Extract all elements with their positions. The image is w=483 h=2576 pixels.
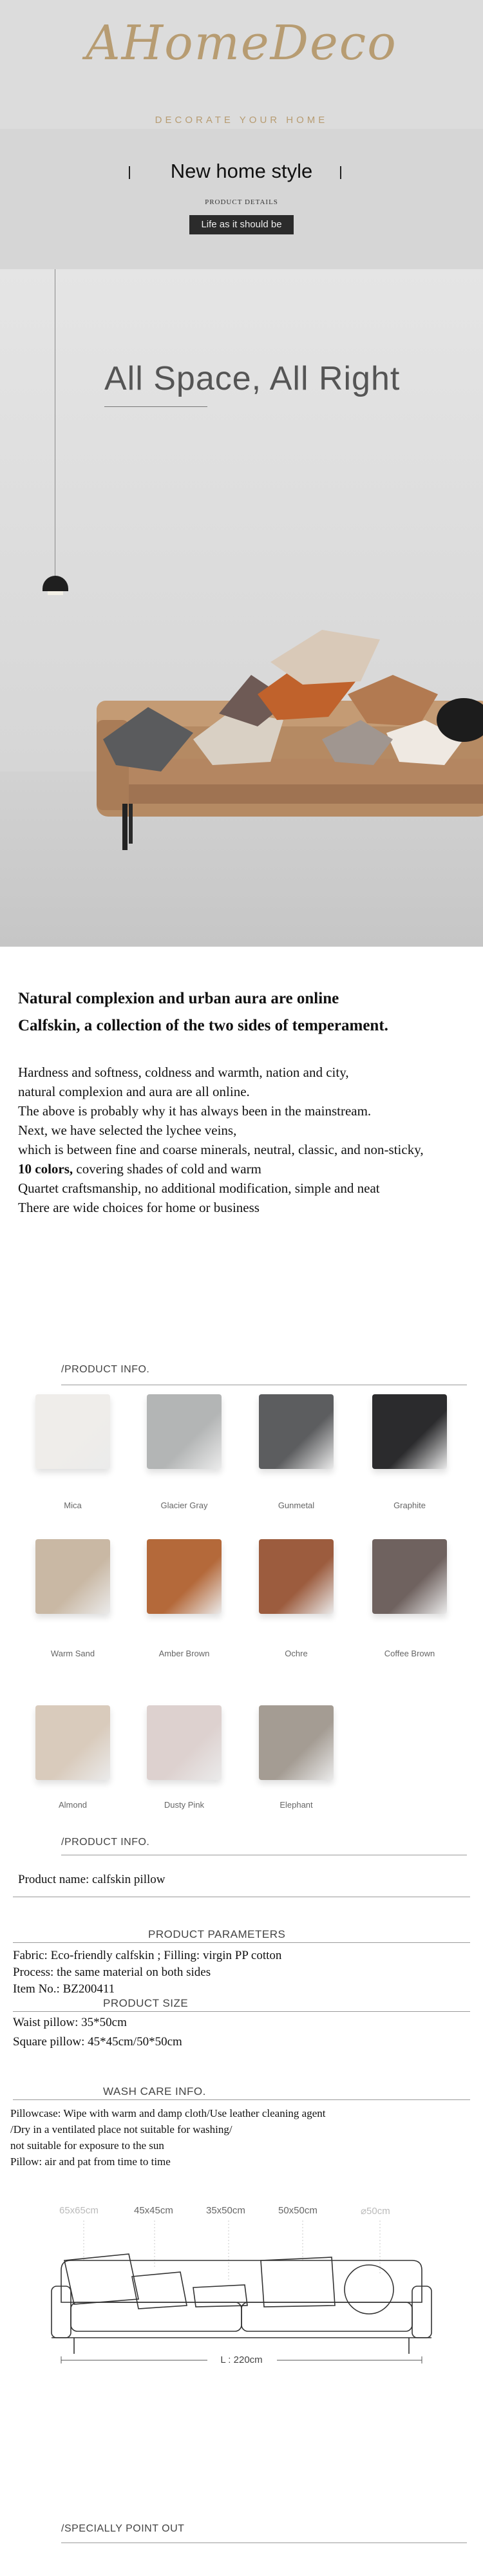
color-swatch-warm-sand[interactable] (35, 1539, 110, 1614)
life-badge: Life as it should be (189, 215, 294, 234)
leather-sofa-illustration (0, 527, 483, 862)
color-name: Glacier Gray (160, 1501, 208, 1510)
sofa-size-diagram (0, 2215, 483, 2363)
color-name: Amber Brown (158, 1649, 210, 1658)
color-name: Warm Sand (50, 1649, 95, 1658)
description-line: Quartet craftsmanship, no additional modification, simple and neat (18, 1180, 380, 1196)
fabric-spec: Fabric: Eco-friendly calfskin ; Filling: virgin PP cotton (13, 1949, 282, 1962)
description-line: natural complexion and aura are all online. (18, 1084, 250, 1099)
description-line: Hardness and softness, coldness and warmth, nation and city, (18, 1065, 349, 1080)
section-title-product-info: /PRODUCT INFO. (61, 1364, 150, 1375)
color-name: Coffee Brown (384, 1649, 435, 1658)
care-title: WASH CARE INFO. (103, 2085, 206, 2098)
color-swatch-elephant[interactable] (259, 1705, 334, 1780)
sofa-length: L : 220cm (220, 2354, 263, 2365)
waist-size: Waist pillow: 35*50cm (13, 2016, 127, 2029)
description-line: Next, we have selected the lychee veins, (18, 1122, 237, 1138)
section-title-specially-point-out: /SPECIALLY POINT OUT (61, 2523, 185, 2534)
size-label: 35x50cm (206, 2205, 245, 2216)
process-spec: Process: the same material on both sides (13, 1965, 211, 1979)
size-label: 50x50cm (278, 2205, 317, 2216)
color-swatch-almond[interactable] (35, 1705, 110, 1780)
care-line: not suitable for exposure to the sun (10, 2139, 164, 2152)
color-name: Graphite (393, 1501, 426, 1510)
size-label: 45x45cm (134, 2205, 173, 2216)
description-line-colors (18, 1159, 469, 1179)
care-line: /Dry in a ventilated place not suitable for washing/ (10, 2123, 232, 2136)
color-swatch-ochre[interactable] (259, 1539, 334, 1614)
color-swatch-glacier-gray[interactable] (147, 1394, 222, 1469)
square-size: Square pillow: 45*45cm/50*50cm (13, 2035, 182, 2049)
care-line: Pillow: air and pat from time to time (10, 2155, 171, 2168)
headline-underline (104, 406, 207, 407)
brand-tagline: DECORATE YOUR HOME (155, 115, 328, 126)
hero-headline: All Space, All Right (104, 360, 401, 397)
color-name: Almond (58, 1800, 88, 1810)
care-line: Pillowcase: Wipe with warm and damp cloth/Use leather cleaning agent (10, 2107, 326, 2119)
description-heading-1: Natural complexion and urban aura are online (18, 990, 339, 1007)
color-name: Elephant (279, 1800, 313, 1810)
title-divider-right (340, 166, 341, 179)
color-name: Ochre (285, 1649, 308, 1658)
page-title: New home style (170, 160, 313, 182)
section-divider (13, 2099, 470, 2100)
product-name: Product name: calfskin pillow (18, 1873, 166, 1886)
description-line: There are wide choices for home or business (18, 1200, 260, 1215)
color-name: Dusty Pink (164, 1800, 205, 1810)
colors-rest: covering shades of cold and warm (73, 1161, 261, 1177)
color-swatch-graphite[interactable] (372, 1394, 447, 1469)
description-line: The above is probably why it has always been in the mainstream. (18, 1103, 372, 1119)
color-swatch-mica[interactable] (35, 1394, 110, 1469)
item-number: Item No.: BZ200411 (13, 1982, 115, 1996)
size-title: PRODUCT SIZE (103, 1997, 189, 2009)
product-details-label: PRODUCT DETAILS (205, 198, 278, 206)
section-title-product-info-2: /PRODUCT INFO. (61, 1837, 150, 1848)
section-divider (13, 2011, 470, 2012)
section-divider (13, 1942, 470, 1943)
color-name: Mica (64, 1501, 82, 1510)
description-line: which is between fine and coarse minerals, neutral, classic, and non-sticky, (18, 1142, 424, 1157)
description-heading-2: Calfskin, a collection of the two sides of temperament. (18, 1017, 388, 1034)
size-label: ⌀50cm (361, 2206, 390, 2217)
hero-banner (0, 269, 483, 947)
color-swatch-dusty-pink[interactable] (147, 1705, 222, 1780)
size-label: 65x65cm (59, 2205, 99, 2216)
product-description (18, 985, 469, 1217)
params-title: PRODUCT PARAMETERS (148, 1928, 286, 1940)
color-name: Gunmetal (278, 1501, 315, 1510)
color-swatch-gunmetal[interactable] (259, 1394, 334, 1469)
brand-logo: AHomeDeco (86, 15, 397, 71)
colors-count: 10 colors, (18, 1161, 73, 1177)
color-swatch-amber-brown[interactable] (147, 1539, 222, 1614)
color-swatch-coffee-brown[interactable] (372, 1539, 447, 1614)
